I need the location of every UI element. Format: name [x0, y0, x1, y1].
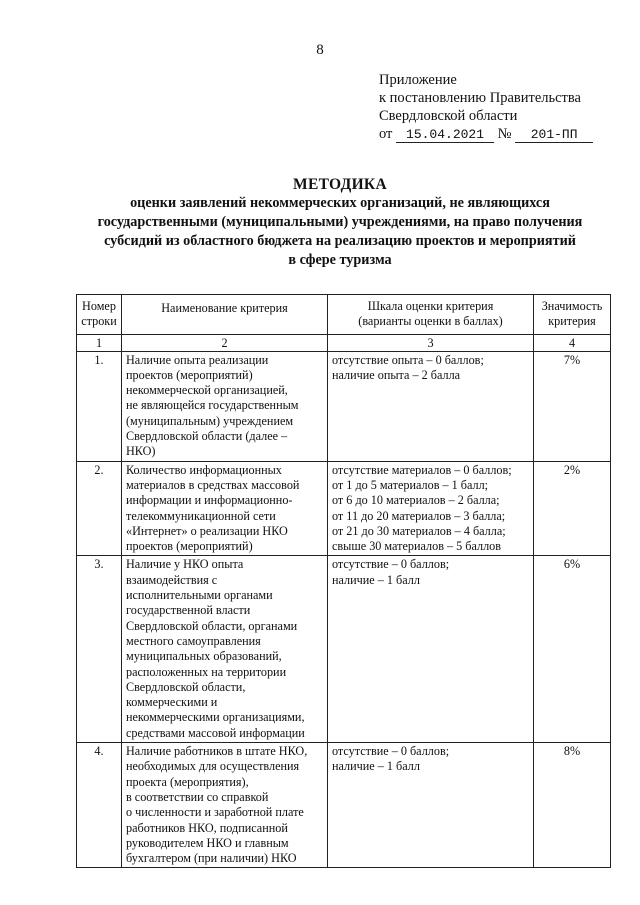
- text-line: наличие – 1 балл: [332, 759, 420, 774]
- text-line: Количество информационных: [126, 462, 282, 477]
- text-line: исполнительными органами: [126, 588, 273, 603]
- criterion-significance: 6%: [534, 556, 611, 743]
- criterion-scale: [328, 743, 534, 868]
- text-line: бухгалтером (при наличии) НКО: [126, 851, 297, 866]
- row-number: 1.: [77, 351, 122, 461]
- appendix-date-line: [379, 125, 593, 143]
- text-line: отсутствие – 0 баллов;: [332, 744, 450, 759]
- appendix-number: 201-ПП: [515, 127, 593, 143]
- text-line: необходимых для осуществления: [126, 759, 300, 774]
- text-line: проекта (мероприятия),: [126, 774, 249, 789]
- text-line: отсутствие – 0 баллов;: [332, 557, 450, 572]
- column-number: 4: [534, 334, 611, 351]
- header-row-number: [77, 295, 122, 335]
- appendix-number-sign: №: [497, 126, 512, 142]
- criterion-scale: [328, 351, 534, 461]
- document-title: [60, 175, 620, 270]
- text-line: от 21 до 30 материалов – 4 балла;: [332, 523, 506, 538]
- text-line: коммерческими и: [126, 695, 218, 710]
- header-scale: [328, 295, 534, 335]
- criterion-scale: [328, 556, 534, 743]
- text-line: некоммерческими организациями,: [126, 710, 305, 725]
- text-line: от 11 до 20 материалов – 3 балла;: [332, 508, 506, 523]
- criterion-significance: 2%: [534, 461, 611, 556]
- title-sub-line: в сфере туризма: [288, 252, 392, 268]
- text-line: местного самоуправления: [126, 633, 261, 648]
- table-row: [77, 743, 611, 868]
- text-line: от 1 до 5 материалов – 1 балл;: [332, 477, 489, 492]
- text-line: проектов (мероприятий): [126, 367, 253, 382]
- text-line: средствами массовой информации: [126, 725, 305, 740]
- text-line: муниципальных образований,: [126, 649, 282, 664]
- criterion-scale: [328, 461, 534, 556]
- text-line: информации и информационно-: [126, 493, 293, 508]
- appendix-line-1: Приложение: [379, 72, 457, 88]
- text-line: государственной власти: [126, 603, 251, 618]
- row-number: 4.: [77, 743, 122, 868]
- header-text: Значимость: [541, 299, 603, 313]
- header-text: критерия: [548, 314, 596, 329]
- text-line: отсутствие материалов – 0 баллов;: [332, 462, 512, 477]
- text-line: Свердловской области,: [126, 679, 246, 694]
- column-number: 1: [77, 334, 122, 351]
- header-text: (варианты оценки в баллах): [358, 314, 503, 329]
- criterion-name: [122, 556, 328, 743]
- title-sub-line: субсидий из областного бюджета на реализацию проектов и мероприятий: [104, 233, 576, 249]
- title-main: МЕТОДИКА: [293, 176, 387, 193]
- text-line: свыше 30 материалов – 5 баллов: [332, 539, 502, 554]
- text-line: Наличие опыта реализации: [126, 352, 269, 367]
- table-row: [77, 556, 611, 743]
- text-line: не являющейся государственным: [126, 398, 299, 413]
- criterion-significance: 8%: [534, 743, 611, 868]
- text-line: руководителем НКО и главным: [126, 835, 289, 850]
- header-text: строки: [81, 314, 117, 329]
- text-line: Свердловской области (далее –: [126, 429, 288, 444]
- text-line: наличие опыта – 2 балла: [332, 367, 461, 382]
- column-number: 3: [328, 334, 534, 351]
- text-line: НКО): [126, 444, 156, 459]
- appendix-line-3: Свердловской области: [379, 108, 518, 124]
- header-text: Номер: [82, 299, 116, 313]
- criterion-name: [122, 351, 328, 461]
- column-number: 2: [122, 334, 328, 351]
- criteria-table: [76, 294, 611, 868]
- text-line: «Интернет» о реализации НКО: [126, 523, 288, 538]
- appendix-date: 15.04.2021: [396, 127, 494, 143]
- text-line: от 6 до 10 материалов – 2 балла;: [332, 493, 500, 508]
- text-line: работников НКО, подписанной: [126, 820, 288, 835]
- text-line: отсутствие опыта – 0 баллов;: [332, 352, 484, 367]
- text-line: взаимодействия с: [126, 572, 218, 587]
- text-line: в соответствии со справкой: [126, 789, 269, 804]
- column-number-row: [77, 334, 611, 351]
- appendix-line-2: к постановлению Правительства: [379, 90, 581, 106]
- row-number: 2.: [77, 461, 122, 556]
- title-sub-line: государственными (муниципальными) учреждениями, на право получения: [97, 214, 583, 230]
- criterion-name: [122, 743, 328, 868]
- text-line: Наличие работников в штате НКО,: [126, 744, 308, 759]
- table-row: [77, 461, 611, 556]
- appendix-from-label: от: [379, 126, 393, 142]
- header-text: Наименование критерия: [161, 301, 288, 315]
- header-text: Шкала оценки критерия: [367, 299, 494, 313]
- text-line: наличие – 1 балл: [332, 572, 420, 587]
- text-line: Свердловской области, органами: [126, 618, 298, 633]
- criterion-significance: 7%: [534, 351, 611, 461]
- text-line: телекоммуникационной сети: [126, 508, 276, 523]
- text-line: расположенных на территории: [126, 664, 287, 679]
- appendix-block: [379, 71, 593, 143]
- text-line: о численности и заработной плате: [126, 805, 304, 820]
- text-line: Наличие у НКО опыта: [126, 557, 244, 572]
- table-header-row: [77, 295, 611, 335]
- criterion-name: [122, 461, 328, 556]
- row-number: 3.: [77, 556, 122, 743]
- text-line: проектов (мероприятий): [126, 539, 253, 554]
- text-line: (муниципальным) учреждением: [126, 413, 294, 428]
- header-criterion-name: [122, 295, 328, 335]
- page-number: 8: [316, 42, 324, 58]
- text-line: некоммерческой организацией,: [126, 383, 288, 398]
- header-significance: [534, 295, 611, 335]
- title-sub-line: оценки заявлений некоммерческих организаций, не являющихся: [130, 195, 550, 211]
- table-row: [77, 351, 611, 461]
- text-line: материалов в средствах массовой: [126, 477, 300, 492]
